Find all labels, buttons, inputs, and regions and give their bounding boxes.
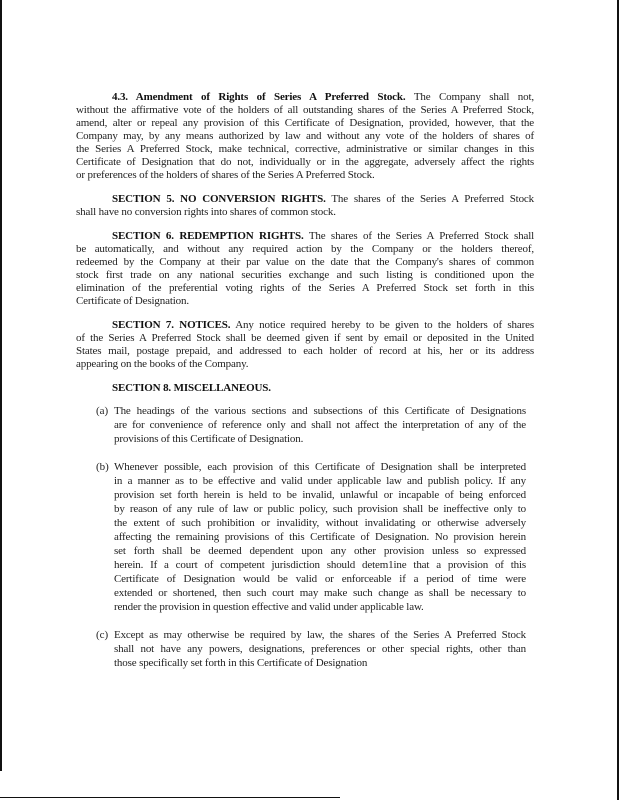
section-text-line: amend, alter or repeal any provision of this Certificate of Designation, provided, however, that the bbox=[76, 117, 534, 129]
list-item-c bbox=[96, 628, 526, 670]
list-item-label: (c) bbox=[96, 629, 109, 641]
list-item-text-line: affecting the remaining provisions of this Certificate of Designation. No provision herein bbox=[114, 531, 526, 543]
section-text-line: shall have no conversion rights into shares of common stock. bbox=[76, 206, 336, 218]
list-item-text-line: Except as may otherwise be required by law, the shares of the Series A Preferred Stock bbox=[114, 629, 526, 641]
section-text-line: Certificate of Designation. bbox=[76, 295, 189, 307]
list-item-text-line: Certificate of Designation would be valid or enforceable if a period of time were bbox=[114, 573, 526, 585]
section-text-line: or preferences of the holders of shares of the Series A Preferred Stock. bbox=[76, 169, 375, 181]
section-8-miscellaneous bbox=[76, 382, 534, 395]
list-item-text-line: shall not have any powers, designations, preferences or other special rights, other than bbox=[114, 643, 526, 655]
section-first-line bbox=[76, 193, 534, 206]
list-item-b bbox=[96, 460, 526, 614]
section-text-line: The shares of the Series A Preferred Stock shall bbox=[308, 230, 535, 242]
section-heading: 4.3. Amendment of Rights of Series A Preferred Stock. bbox=[112, 91, 406, 103]
list-item-body bbox=[114, 628, 526, 670]
section-4-3-amendment bbox=[76, 91, 534, 182]
section-text-line: be automatically, and without any required action by the Company or the holders thereof, bbox=[76, 243, 534, 255]
footnote-separator bbox=[0, 797, 340, 798]
list-item-label: (b) bbox=[96, 461, 109, 473]
list-item-text-line: the extent of such prohibition or invalidity, without invalidating or otherwise adversely bbox=[114, 517, 526, 529]
list-item-text-line: Whenever possible, each provision of this Certificate of Designation shall be interpreted bbox=[114, 461, 526, 473]
list-item-body bbox=[114, 460, 526, 614]
list-item-text-line: The headings of the various sections and subsections of this Certificate of Designations bbox=[114, 405, 526, 417]
section-first-line bbox=[76, 91, 534, 104]
section-heading: SECTION 8. MISCELLANEOUS. bbox=[112, 382, 271, 394]
list-item-text-line: render the provision in question effective and valid under applicable law. bbox=[114, 601, 424, 613]
section-first-line bbox=[76, 230, 534, 243]
section-text-line: the Series A Preferred Stock, make technical, corrective, administrative or similar changes in this bbox=[76, 143, 534, 155]
section-text-line: States mail, postage prepaid, and addressed to each holder of record at his, her or its address bbox=[76, 345, 534, 357]
list-item-text-line: provision set forth herein is held to be invalid, unlawful or incapable of being enforced bbox=[114, 489, 526, 501]
section-text-line: of the Series A Preferred Stock shall be deemed given if sent by email or deposited in the United bbox=[76, 332, 534, 344]
document-body bbox=[76, 91, 534, 684]
section-heading: SECTION 5. NO CONVERSION RIGHTS. bbox=[112, 193, 326, 205]
section-6-redemption bbox=[76, 230, 534, 308]
list-item-text-line: by reason of any rule of law or public policy, such provision shall be ineffective only to bbox=[114, 503, 526, 515]
section-text-line: The Company shall not, bbox=[413, 91, 534, 103]
section-text-line: without the affirmative vote of the holders of all outstanding shares of the Series A Preferred Stock, bbox=[76, 104, 534, 116]
list-item-text-line: extended or shortened, then such court may make such change as shall be necessary to bbox=[114, 587, 526, 599]
section-first-line bbox=[76, 319, 534, 332]
section-7-notices bbox=[76, 319, 534, 371]
list-item-text-line: are for convenience of reference only and shall not affect the interpretation of any of the bbox=[114, 419, 526, 431]
list-item-text-line: herein. If a court of competent jurisdiction should detem1ine that a provision of this bbox=[114, 559, 526, 571]
section-text-line: The shares of the Series A Preferred Stock bbox=[331, 193, 535, 205]
list-item-text-line: provisions of this Certificate of Designation. bbox=[114, 433, 304, 445]
section-text-line: redeemed by the Company at their par value on the date that the Company's shares of common bbox=[76, 256, 534, 268]
section-text-line: Company may, by any means authorized by law and without any vote of the holders of shares of bbox=[76, 130, 534, 142]
section-first-line bbox=[76, 382, 534, 395]
section-text-line: Certificate of Designation that do not, individually or in the aggregate, adversely affect the rights bbox=[76, 156, 534, 168]
list-item-body bbox=[114, 404, 526, 446]
list-item-text-line: in a manner as to be effective and valid under applicable law and publish policy. If any bbox=[114, 475, 526, 487]
list-item-text-line: those specifically set forth in this Certificate of Designation bbox=[114, 657, 368, 669]
left-border-line bbox=[0, 0, 2, 771]
list-item-label: (a) bbox=[96, 405, 109, 417]
section-heading: SECTION 6. REDEMPTION RIGHTS. bbox=[112, 230, 304, 242]
section-text-line: Any notice required hereby to be given to the holders of shares bbox=[235, 319, 535, 331]
list-item-text-line: set forth shall be deemed dependent upon any other provision unless so expressed bbox=[114, 545, 526, 557]
list-item-a bbox=[96, 404, 526, 446]
section-5-no-conversion bbox=[76, 193, 534, 219]
section-text-line: appearing on the books of the Company. bbox=[76, 358, 249, 370]
section-heading: SECTION 7. NOTICES. bbox=[112, 319, 231, 331]
section-text-line: elimination of the preferential voting rights of the Series A Preferred Stock set forth in this bbox=[76, 282, 534, 294]
section-text-line: stock first trade on any national securities exchange and such listing is conditioned upon the bbox=[76, 269, 534, 281]
